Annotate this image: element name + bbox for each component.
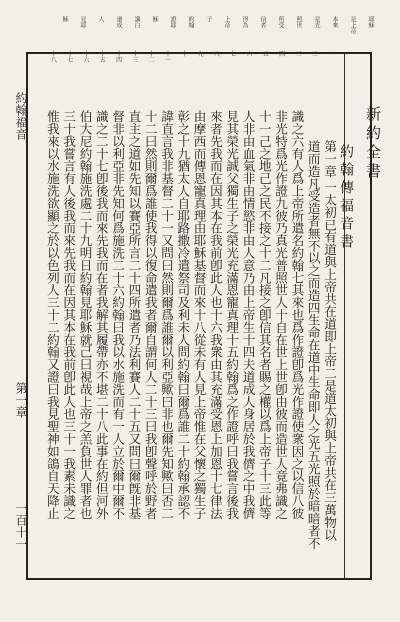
text-column: 諱直言我非基督二十一又問曰然則爾爲誰爾以利亞歟曰非也爾先知歟曰否二 bbox=[159, 110, 174, 520]
text-column: 惟我來以水施洗欲顯之於以色列人三十二約翰又證曰我見聖神如鴿自天降止 bbox=[44, 110, 60, 520]
verse-number: 二 bbox=[311, 51, 318, 58]
book-title: 新約全書 bbox=[364, 106, 382, 182]
top-note: 子 bbox=[205, 16, 212, 22]
text-column: 由摩西而傳恩寵真理由耶穌基督而來十八從未有人見上帝惟在父懷之獨生子 bbox=[191, 110, 207, 520]
top-note: 得為 bbox=[241, 16, 248, 28]
verse-number: 十三 bbox=[132, 51, 139, 64]
top-note: 穌 bbox=[151, 16, 158, 22]
verse-number: 十六 bbox=[83, 51, 90, 64]
text-column: 伯大尼約翰施洗處二十九明日約翰見耶穌就己曰視哉上帝之羔負世人罪者也 bbox=[77, 110, 93, 520]
verse-number: 十四 bbox=[116, 51, 123, 64]
text-column: 識之二十七卽後我而來先我而在者我解其履帶亦不堪二十八此事在約但河外 bbox=[93, 110, 109, 520]
margin-page: 一百十一 bbox=[14, 502, 28, 550]
text-column: 十一己之地己之民不接之十二凡接之卽信其名者賜之權以爲上帝子十三此等 bbox=[256, 110, 272, 520]
text-column: 非光特爲光作證九彼乃真光普照世人十自在世上世卽由彼而造世人竟弗識之 bbox=[273, 110, 289, 520]
verse-number: 四 bbox=[279, 51, 286, 58]
scripture-page bbox=[12, 8, 388, 594]
verse-number: 十五 bbox=[99, 51, 106, 64]
text-column: 道而造凡受造者無不以之而造四生命在道中生命即人之光五光照於暗暗者不 bbox=[305, 140, 321, 550]
top-note: 證耶 bbox=[169, 16, 176, 28]
top-notes bbox=[34, 16, 372, 50]
top-note: 是上帝 bbox=[349, 16, 356, 34]
text-column: 識之六有人爲上帝所遣名約翰七其來也爲作證卽爲光作證使衆因之以信八彼 bbox=[289, 110, 305, 520]
margin-chapter: 第一章 bbox=[14, 382, 28, 418]
text-column: 十二曰然則爾爲誰使我得以復命遣我者爾自謂何人二十三曰我卽聲呼於野者 bbox=[142, 110, 158, 520]
top-note: 約翰 bbox=[187, 16, 194, 28]
text-column: 第一章 一太初已有道與上帝共在道即上帝二是道太初與上帝共在三萬物以 bbox=[322, 140, 337, 541]
text-column: 督非以利亞非先知何爲施洗二十六約翰曰我以水施洗而有一人立於爾中爾不 bbox=[110, 110, 126, 520]
text-column: 直主之道如先知以賽亞所言二十四所遣者乃法利賽人二十五又問曰爾旣非基 bbox=[126, 110, 142, 520]
top-note: 人 bbox=[97, 16, 104, 22]
verse-number: 七 bbox=[230, 51, 237, 58]
text-column: 人非由血氣非由情慾非由人意乃由上帝生十四夫道成人身居於我儕之中我儕 bbox=[240, 110, 256, 520]
top-note: 上帝 bbox=[223, 16, 230, 28]
text-column: 彰之十九猶太人自耶路撒冷遣祭司及利未人問約翰曰爾爲誰二十約翰承認不 bbox=[175, 110, 191, 520]
left-margin bbox=[12, 52, 26, 580]
top-note: 道成 bbox=[115, 16, 122, 28]
text-column: 三十我嘗言有人後我而來先我而在因其本在我前卽此人也三十一我素未識之 bbox=[61, 110, 77, 520]
section-title: 約翰傳福音書 bbox=[338, 144, 354, 252]
top-note: 講白 bbox=[133, 16, 140, 28]
verse-number: 十八 bbox=[50, 51, 57, 64]
top-note: 信者 bbox=[259, 16, 266, 28]
verse-number: 十二 bbox=[148, 51, 155, 64]
verse-number: 一 bbox=[327, 51, 334, 58]
top-note: 穌 bbox=[61, 16, 68, 22]
verse-number: 八 bbox=[213, 51, 220, 58]
margin-book: 約翰福音 bbox=[14, 92, 28, 140]
top-note: 照世 bbox=[295, 16, 302, 28]
top-note: 所受 bbox=[277, 16, 284, 28]
top-note: 是光 bbox=[313, 16, 320, 28]
verse-number: 十一 bbox=[164, 51, 171, 64]
verse-number: 十七 bbox=[67, 51, 74, 64]
verse-number: 三 bbox=[295, 51, 302, 58]
text-column: 來者先我而在因其本在我前卽此人也十六我衆由其充滿受恩上加恩十七律法 bbox=[207, 110, 223, 520]
top-note: 本來 bbox=[331, 16, 338, 28]
verse-number: 六 bbox=[246, 51, 253, 58]
verse-number: 十 bbox=[181, 51, 188, 58]
top-note: 耶穌 bbox=[367, 16, 374, 28]
verse-number: 九 bbox=[197, 51, 204, 58]
text-frame bbox=[26, 52, 382, 580]
title-separator bbox=[344, 54, 345, 578]
verse-number: 五 bbox=[262, 51, 269, 58]
text-column: 見其榮光誠父獨生子之榮光充滿恩寵真理十五約翰爲之作證呼曰我嘗言後我 bbox=[224, 110, 240, 520]
top-note: 見耶 bbox=[79, 16, 86, 28]
